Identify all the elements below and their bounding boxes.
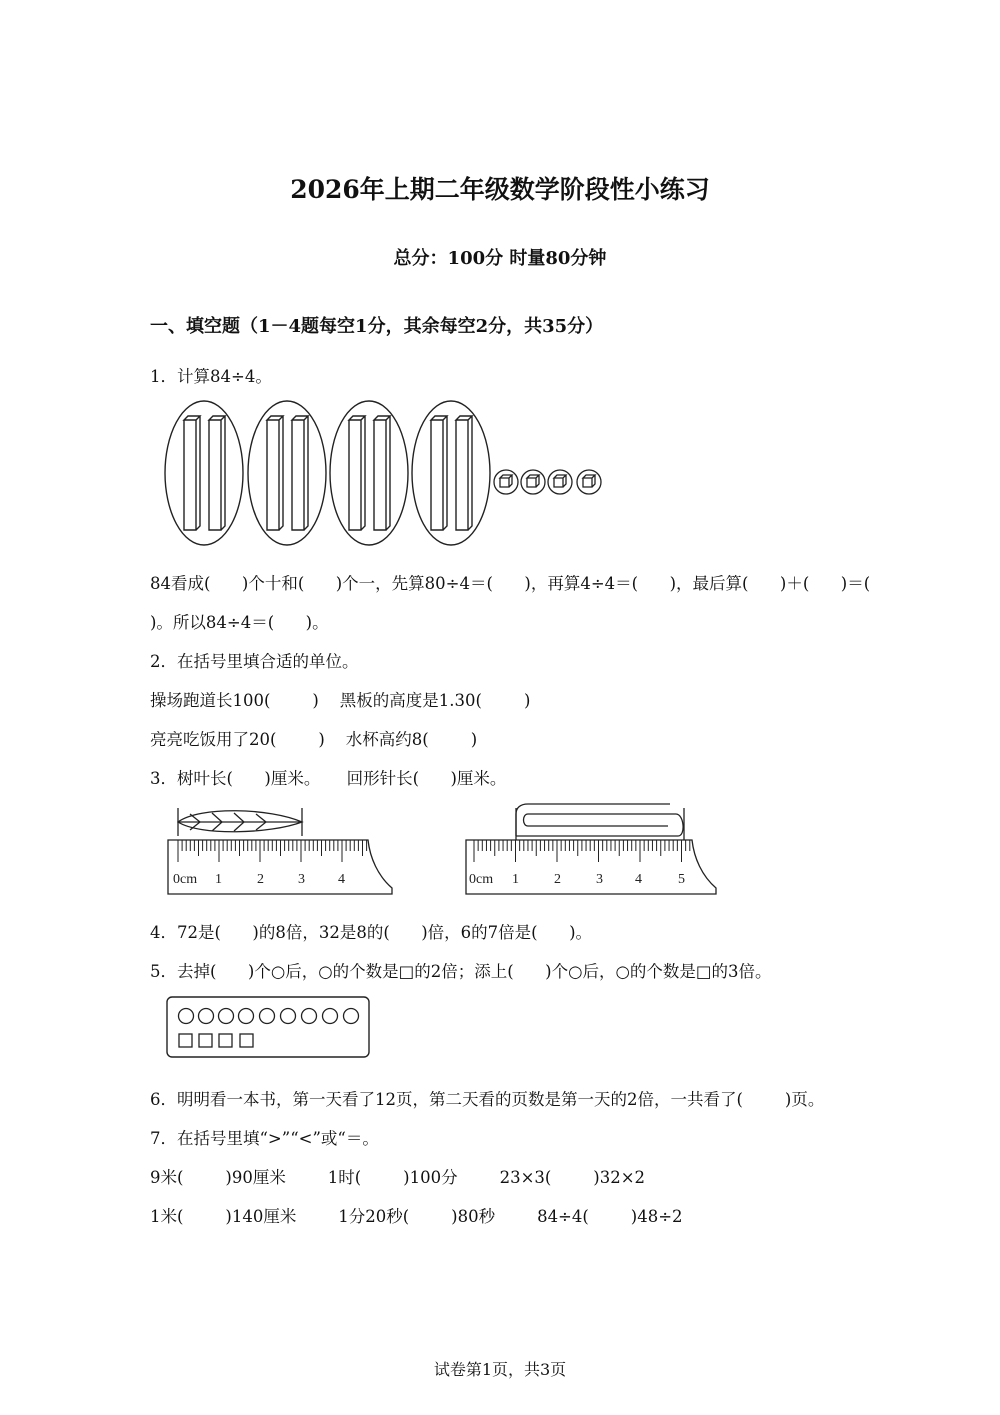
ruler-1: [168, 840, 392, 894]
q6-stem: 6．明明看一本书，第一天看了12页，第二天看的页数是第一天的2倍，一共看了( )页。: [150, 1090, 825, 1109]
ones-cubes: [494, 470, 601, 494]
ruler-2-label-1: 1: [512, 872, 519, 887]
ruler-2-label-0: 0cm: [469, 872, 494, 887]
squares-row: [179, 1034, 253, 1047]
q5-stem: 5．去掉( )个○后，○的个数是□的2倍；添上( )个○后，○的个数是□的3倍。: [150, 962, 772, 981]
ruler-1-label-2: 2: [257, 872, 264, 887]
q7-line1: 9米( )90厘米 1时( )100分 23×3( )32×2: [150, 1168, 646, 1187]
circles-squares-box: [166, 996, 372, 1060]
page-footer: 试卷第1页，共3页: [433, 1360, 567, 1379]
tens-group-4: [412, 401, 490, 545]
tens-group-3: [330, 401, 408, 545]
leaf-ruler-figure: [160, 800, 400, 900]
section-heading: 一、填空题（1－4题每空1分，其余每空2分，共35分）: [150, 316, 604, 337]
page-subtitle: 总分：100分 时量80分钟: [393, 248, 607, 269]
q7-line2: 1米( )140厘米 1分20秒( )80秒 84÷4( )48÷2: [150, 1207, 683, 1226]
ruler-2-label-2: 2: [554, 872, 561, 887]
q7-stem: 7．在括号里填“>”“<”或“＝。: [150, 1129, 379, 1148]
q4-stem: 4．72是( )的8倍，32是8的( )倍，6的7倍是( )。: [150, 923, 593, 942]
leaf-icon: [178, 808, 302, 836]
q2-line1: 操场跑道长100( ) 黑板的高度是1.30( ): [150, 691, 531, 710]
ruler-1-label-4: 4: [338, 872, 345, 887]
ruler-2-label-4: 4: [635, 872, 642, 887]
circles-row: [179, 1009, 359, 1024]
paperclip-icon: [516, 804, 684, 840]
q2-stem: 2．在括号里填合适的单位。: [150, 652, 359, 671]
ruler-1-label-1: 1: [215, 872, 222, 887]
paperclip-ruler-figure: [458, 800, 728, 900]
q3-stem: 3．树叶长( )厘米。 回形针长( )厘米。: [150, 769, 507, 788]
tens-ones-figure: [160, 398, 610, 548]
q1-line2: )。所以84÷4＝( )。: [150, 613, 329, 632]
tens-group-2: [248, 401, 326, 545]
ruler-2-label-3: 3: [596, 872, 603, 887]
q1-stem: 1．计算84÷4。: [150, 367, 272, 386]
ruler-1-label-3: 3: [298, 872, 305, 887]
q2-line2: 亮亮吃饭用了20( ) 水杯高约8( ): [150, 730, 478, 749]
ruler-1-label-0: 0cm: [173, 872, 198, 887]
ruler-2-label-5: 5: [678, 872, 685, 887]
q1-line1: 84看成( )个十和( )个一，先算80÷4＝( )，再算4÷4＝( )，最后算( )＋( )＝(: [150, 574, 871, 593]
tens-group-1: [165, 401, 243, 545]
page-title: 2026年上期二年级数学阶段性小练习: [290, 175, 710, 204]
